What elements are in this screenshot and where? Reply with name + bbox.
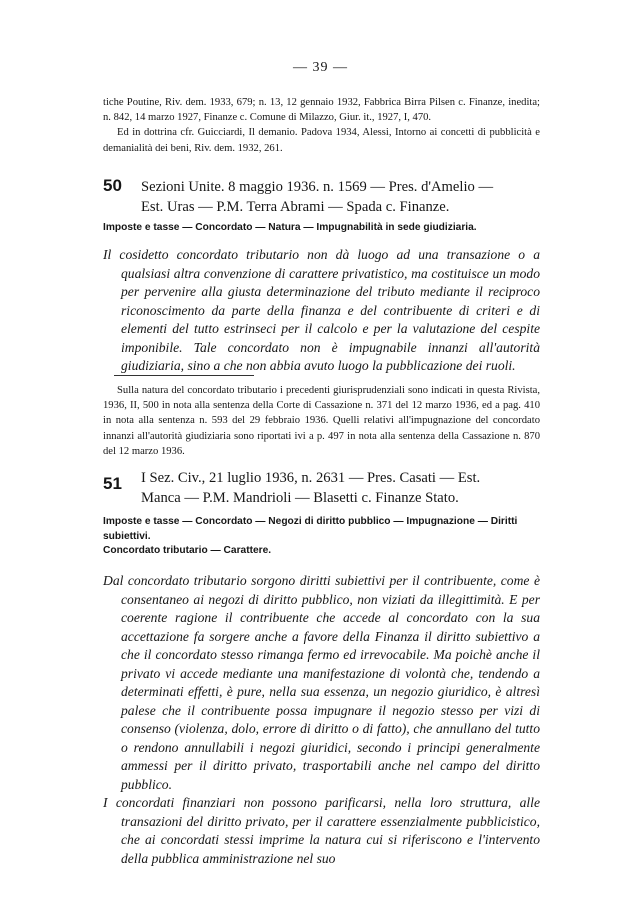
case-50-maxim xyxy=(103,246,540,376)
case-51-number: 51 xyxy=(103,474,122,493)
case-50-maxim-text: Il cosidetto concordato tributario non dà luogo ad una transazione o a qualsiasi altra convenzione di carattere privatistico, ma costituisce un modo per pervenire alla giusta determinazione del tributo mediante il reciproco riconoscimento da parte della finanza e del contribuente di criteri e di elementi del tutto estrinseci per il calcolo e per la valutazione del cespite imponibile. Tale concordato non è impugnabile innanzi all'autorità giudiziaria, sino a che non abbia avuto luogo la pubblicazione dei ruoli. xyxy=(103,247,540,373)
case-50-number: 50 xyxy=(103,176,122,195)
case-51-parties-line: Manca — P.M. Mandrioli — Blasetti c. Finanze Stato. xyxy=(141,490,459,506)
top-note-citations: tiche Poutine, Riv. dem. 1933, 679; n. 13, 12 gennaio 1932, Fabbrica Birra Pilsen c. Finanze, inedita; n. 842, 14 marzo 1927, Finanze c. Comune di Milazzo, Giur. it., 1927, I, 470. xyxy=(103,97,540,124)
case-50-note xyxy=(103,383,540,459)
page-number: — 39 — xyxy=(293,60,348,75)
case-50-note-text: Sulla natura del concordato tributario i precedenti giurisprudenziali sono indicati in questa Rivista, 1936, II, 500 in nota alla sentenza della Corte di Cassazione n. 371 del 12 marzo 1936, ed a pag. 410 in nota alla sentenza n. 593 del 29 febbraio 1936. Quelli relativi all'impugnazione del concordato innanzi all'autorità giudiziaria sono riportati ivi a p. 497 in nota alla sentenza della Cassazione n. 870 del 12 marzo 1936. xyxy=(103,385,540,457)
case-50-header xyxy=(103,177,540,217)
case-51-maxim-2: I concordati finanziari non possono parificarsi, nella loro struttura, alle transazioni del diritto privato, per il carattere essenzialmente pubblicistico, che ai concordati stessi imprime la natura cui si riferiscono e l'intervento della pubblica amministrazione nel suo xyxy=(103,795,540,866)
case-51-court-line: I Sez. Civ., 21 luglio 1936, n. 2631 — Pres. Casati — Est. xyxy=(141,470,481,486)
case-51-maxims xyxy=(103,572,540,868)
top-notes xyxy=(103,95,540,156)
case-50-parties-line: Est. Uras — P.M. Terra Abrami — Spada c. Finanze. xyxy=(141,199,450,215)
case-50-keywords: Imposte e tasse — Concordato — Natura — Impugnabilità in sede giudiziaria. xyxy=(103,222,477,233)
case-51-keywords-line2: Concordato tributario — Carattere. xyxy=(103,545,272,556)
case-51-keywords xyxy=(103,515,540,559)
case-50-court-line: Sezioni Unite. 8 maggio 1936. n. 1569 — Pres. d'Amelio — xyxy=(141,179,494,195)
case-51-header xyxy=(103,468,540,508)
case-51-keywords-line1: Imposte e tasse — Concordato — Negozi di diritto pubblico — Impugnazione — Diritti subiettivi. xyxy=(103,516,518,542)
top-note-doctrine: Ed in dottrina cfr. Guicciardi, Il demanio. Padova 1934, Alessi, Intorno ai concetti di pubblicità e demanialità dei beni, Riv. dem. 1932, 261. xyxy=(103,127,540,154)
section-divider xyxy=(114,375,254,376)
case-51-maxim-1: Dal concordato tributario sorgono diritti subiettivi per il contribuente, come è consentaneo ai negozi di diritto pubblico, non viziati da illegittimità. E per coerente ragione il contribuente che accede al concordato con la sua accettazione fa sorgere anche a favore della Finanza il diritto subiettivo a che il concordato stesso rimanga fermo ed irrevocabile. Ma poichè anche il privato vi accede mediante una manifestazione di volontà che, tendendo a determinati effetti, è pure, nella sua essenza, un negozio giuridico, è altresì palese che il contribuente possa impugnare il negozio stesso per vizi di consenso (violenza, dolo, errore di diritto o di fatto), che annullano del tutto o rendono annullabili i negozi giuridici, secondo i principi generalmente ammessi per il diritto privato, trasportabili anche nel campo del diritto pubblico. xyxy=(103,573,540,792)
